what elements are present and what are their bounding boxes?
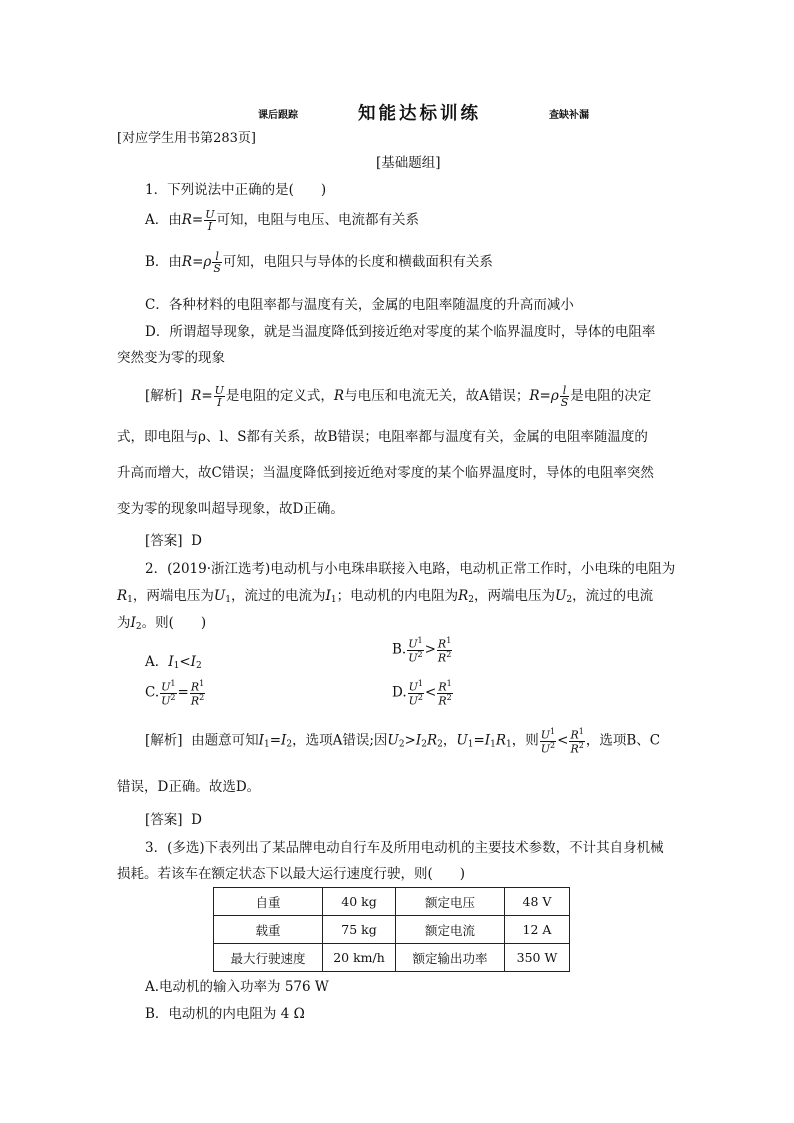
q3-line2: 损耗。若该车在额定状态下以最大运行速度行驶，则( ) [117,866,466,882]
table-cell: 载重 [214,916,323,944]
table-cell: 额定电压 [396,888,505,916]
table-cell: 12 A [505,916,570,944]
q1-option-d-line2: 突然变为零的现象 [117,350,225,366]
table-cell: 自重 [214,888,323,916]
table-cell: 48 V [505,888,570,916]
q2-answer: [答案] D [145,812,202,828]
table-row [214,916,570,944]
q1-option-a: A．由R= $\frac{U}{I}$ 可知，电阻与电压、电流都有关系 [145,208,420,233]
table-cell: 20 km/h [323,944,396,972]
analysis-tag: [解析] [145,732,183,749]
header-right-tag: 查缺补漏 [549,110,589,121]
table-row [214,888,570,916]
q2-analysis-line2: 错误，D正确。故选D。 [117,779,261,795]
q2-option-a: A．$I_1<I_2$ [145,654,202,671]
parameter-table [213,887,570,972]
q3-option-a: A.电动机的输入功率为 576 W [145,979,329,995]
q1-analysis-line2: 式，即电阻与ρ、l、S都有关系，故B错误；电阻率都与温度有关，金属的电阻率随温度的 [117,429,648,445]
q1-option-d-line1: D．所谓超导现象，就是当温度降低到接近绝对零度的某个临界温度时，导体的电阻率 [145,324,656,340]
header-left-tag: 课后跟踪 [258,110,298,121]
q2-line1: 2．(2019·浙江选考)电动机与小电珠串联接入电路，电动机正常工作时，小电珠的电阻为 [145,561,676,577]
q2-analysis-line1: [解析] 由题意可知$I_1=I_2$，选项A错误;因$U_2>I_2R_2$，$U_1=I_1R_1$，则 $\frac{U^1}{U^2}$ < $\frac{R^1}{R^2}$ ，选项B、C [145,727,661,756]
table-cell: 40 kg [323,888,396,916]
section-title: [基础题组] [376,155,441,171]
q2-line3: 为$I_2$。则( ) [117,615,207,632]
analysis-tag: [解析] [145,388,183,404]
table-cell: 350 W [505,944,570,972]
q1-analysis-line3: 升高而增大，故C错误；当温度降低到接近绝对零度的某个临界温度时，导体的电阻率突然 [117,465,654,481]
q1-analysis-line1: [解析] R= $\frac{U}{I}$ 是电阻的定义式，R与电压和电流无关，故A错误；R=ρ $\frac{l}{S}$ 是电阻的决定 [145,384,652,409]
q3-option-b: B．电动机的内电阻为 4 Ω [145,1006,305,1022]
q2-option-d: D. $\frac{U^1}{U^2}$ < $\frac{R^1}{R^2}$ [392,679,452,708]
q1-option-c: C．各种材料的电阻率都与温度有关，金属的电阻率随温度的升高而减小 [145,297,574,313]
reference-note: [对应学生用书第283页] [117,131,256,146]
q1-stem: 1．下列说法中正确的是( ) [145,182,327,198]
table-cell: 75 kg [323,916,396,944]
table-cell: 额定电流 [396,916,505,944]
q2-option-b: B. $\frac{U^1}{U^2}$ > $\frac{R^1}{R^2}$ [392,636,452,665]
table-cell: 额定输出功率 [396,944,505,972]
q2-line2: $R_1$，两端电压为$U_1$，流过的电流为$I_1$；电动机的内电阻为$R_2$，两端电压为$U_2$，流过的电流 [117,588,654,605]
q2-option-c: C. $\frac{U^1}{U^2}$ = $\frac{R^1}{R^2}$ [145,679,205,708]
table-row [214,944,570,972]
q1-option-b: B．由R=ρ $\frac{l}{S}$ 可知，电阻只与导体的长度和横截面积有关系 [145,250,493,275]
q1-analysis-line4: 变为零的现象叫超导现象，故D正确。 [117,501,344,517]
q3-line1: 3．(多选)下表列出了某品牌电动自行车及所用电动机的主要技术参数，不计其自身机械 [145,840,664,856]
q1-answer: [答案] D [145,533,202,549]
table-cell: 最大行驶速度 [214,944,323,972]
page-title: 知能达标训练 [358,104,481,124]
